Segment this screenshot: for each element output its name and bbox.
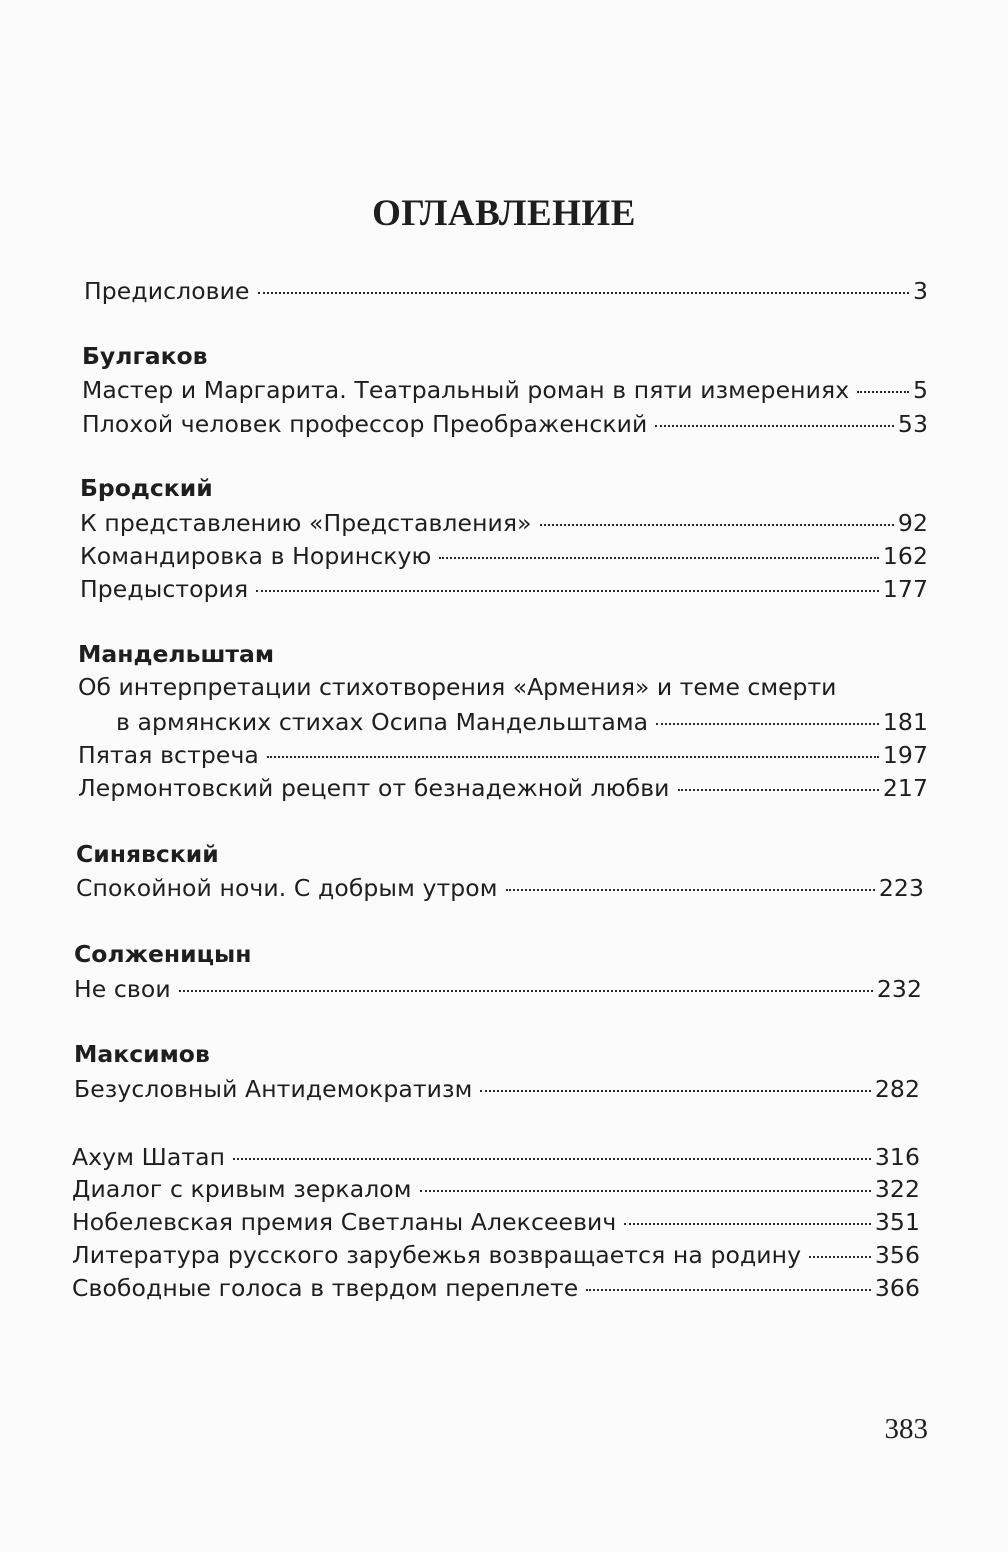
toc-entry-text: Нобелевская премия Светланы Алексеевич xyxy=(72,1208,617,1236)
toc-entry-text: Лермонтовский рецепт от безнадежной любви xyxy=(78,774,670,802)
toc-entry-text: К представлению «Представления» xyxy=(80,509,532,537)
toc-entry-text-line1: Об интерпретации стихотворения «Армения» и теме смерти xyxy=(78,673,837,701)
toc-page-number: 3 xyxy=(912,277,928,305)
toc-page-number: 223 xyxy=(878,874,924,902)
section-heading-solzhenitsyn: Солженицын xyxy=(74,940,252,968)
toc-page-number: 181 xyxy=(882,708,928,736)
dot-leader xyxy=(586,1288,870,1291)
toc-page-number: 356 xyxy=(874,1241,920,1269)
dot-leader xyxy=(233,1157,871,1160)
dot-leader xyxy=(656,722,879,725)
toc-entry-text: Ахум Шатап xyxy=(72,1143,226,1171)
toc-entry xyxy=(72,1240,920,1270)
dot-leader xyxy=(256,589,879,592)
toc-page-number: 197 xyxy=(882,741,928,769)
toc-entry-text: Мастер и Маргарита. Театральный роман в пяти измерениях xyxy=(82,376,850,404)
toc-page-number: 177 xyxy=(882,575,928,603)
toc-entry xyxy=(72,1174,920,1204)
toc-entry-text: Командировка в Норинскую xyxy=(80,542,432,570)
toc-entry-text: Пятая встреча xyxy=(78,741,259,769)
toc-entry-preface xyxy=(84,276,928,306)
toc-entry xyxy=(78,740,928,770)
toc-entry xyxy=(76,873,924,903)
toc-page-number: 53 xyxy=(897,410,928,438)
dot-leader xyxy=(267,755,879,758)
toc-entry xyxy=(80,574,928,604)
section-heading-sinyavsky: Синявский xyxy=(76,840,219,868)
section-heading-maximov: Максимов xyxy=(74,1040,210,1068)
toc-entry xyxy=(80,508,928,538)
dot-leader xyxy=(678,788,879,791)
toc-entry xyxy=(78,773,928,803)
toc-entry-text: Свободные голоса в твердом переплете xyxy=(72,1274,579,1302)
toc-page-number: 5 xyxy=(912,376,928,404)
toc-page-number: 92 xyxy=(897,509,928,537)
toc-entry-text: Не свои xyxy=(74,975,171,1003)
toc-entry xyxy=(72,1142,920,1172)
toc-entry-text: Литература русского зарубежья возвращается на родину xyxy=(72,1241,802,1269)
dot-leader xyxy=(540,523,894,526)
toc-entry xyxy=(82,375,928,405)
dot-leader xyxy=(857,390,909,393)
dot-leader xyxy=(809,1255,871,1258)
toc-page-number: 351 xyxy=(874,1208,920,1236)
toc-entry xyxy=(116,707,928,737)
toc-entry-text: в армянских стихах Осипа Мандельштама xyxy=(116,708,649,736)
toc-entry-text: Предыстория xyxy=(80,575,249,603)
section-heading-mandelstam: Мандельштам xyxy=(78,640,275,668)
toc-entry-text: Диалог с кривым зеркалом xyxy=(72,1175,412,1203)
toc-entry-text: Спокойной ночи. С добрым утром xyxy=(76,874,498,902)
toc-page-number: 232 xyxy=(876,975,922,1003)
toc-entry xyxy=(72,1273,920,1303)
dot-leader xyxy=(420,1189,871,1192)
toc-entry-text: Плохой человек профессор Преображенский xyxy=(82,410,648,438)
dot-leader xyxy=(506,888,875,891)
dot-leader xyxy=(624,1222,870,1225)
toc-page-number: 217 xyxy=(882,774,928,802)
toc-entry xyxy=(80,541,928,571)
toc-entry-text: Предисловие xyxy=(84,277,250,305)
toc-entry xyxy=(72,1207,920,1237)
toc-page-number: 316 xyxy=(874,1143,920,1171)
page-number: 383 xyxy=(884,1413,928,1445)
dot-leader xyxy=(179,989,873,992)
page-title: ОГЛАВЛЕНИЕ xyxy=(372,193,636,234)
toc-entry xyxy=(74,1074,920,1104)
dot-leader xyxy=(480,1089,870,1092)
toc-page-number: 366 xyxy=(874,1274,920,1302)
toc-entry xyxy=(82,409,928,439)
dot-leader xyxy=(258,291,909,294)
section-heading-bulgakov: Булгаков xyxy=(82,342,208,370)
toc-page-number: 322 xyxy=(874,1175,920,1203)
section-heading-brodsky: Бродский xyxy=(80,474,213,502)
toc-page-number: 282 xyxy=(874,1075,920,1103)
toc-entry-text: Безусловный Антидемократизм xyxy=(74,1075,473,1103)
toc-page-number: 162 xyxy=(882,542,928,570)
toc-entry xyxy=(74,974,922,1004)
dot-leader xyxy=(439,556,878,559)
dot-leader xyxy=(655,424,893,427)
